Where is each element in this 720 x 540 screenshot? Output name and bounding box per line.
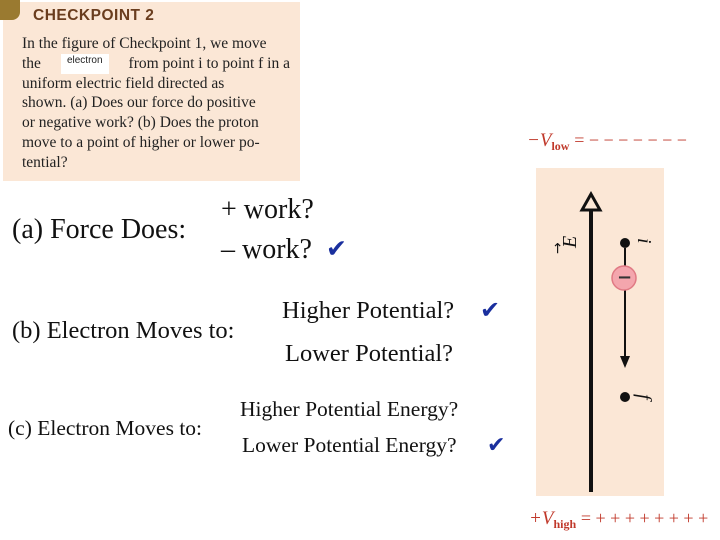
- check-icon: ✔: [487, 433, 506, 458]
- checkpoint-text: [22, 34, 290, 173]
- field-label-group: [550, 236, 581, 254]
- charge-sign: −: [617, 267, 633, 288]
- option-negative-work: – work?: [221, 234, 312, 265]
- field-arrowhead-icon: [582, 194, 600, 210]
- checkpoint-line-1: In the figure of Checkpoint 1, we move: [22, 35, 267, 52]
- checkpoint-line-6: move to a point of higher or lower po-: [22, 133, 260, 151]
- checkpoint-line-2: [22, 54, 290, 74]
- positive-plate-signs: = + + + + + + + +: [580, 508, 709, 528]
- check-icon: ✔: [326, 234, 347, 263]
- option-higher-potential-energy: Higher Potential Energy?: [240, 397, 459, 421]
- v-high-symbol: +V: [529, 508, 554, 529]
- v-low-label: [527, 130, 687, 154]
- point-f-dot: [620, 392, 630, 402]
- option-positive-work: + work?: [221, 194, 314, 225]
- v-high-subscript: high: [553, 517, 577, 531]
- field-label-e: E: [559, 235, 581, 248]
- option-lower-potential: Lower Potential?: [285, 340, 454, 367]
- point-i-label: i: [633, 238, 655, 244]
- question-a-label: (a) Force Does:: [12, 214, 187, 245]
- electric-field-diagram: [536, 168, 664, 496]
- checkpoint-line-2-start: the: [22, 54, 41, 72]
- option-lower-potential-energy: Lower Potential Energy?: [242, 433, 457, 457]
- question-c-label: (c) Electron Moves to:: [8, 416, 203, 440]
- point-i-dot: [620, 238, 630, 248]
- checkpoint-line-3: uniform electric field directed as: [22, 74, 225, 92]
- v-low-subscript: low: [551, 139, 570, 153]
- checkpoint-title: CHECKPOINT 2: [33, 7, 155, 24]
- option-higher-potential: Higher Potential?: [282, 297, 455, 324]
- check-icon: ✔: [480, 296, 501, 324]
- checkpoint-line-7: tential?: [22, 153, 68, 171]
- checkpoint-line-2-end: from point i to point f in a: [128, 54, 290, 72]
- path-arrow-icon: [620, 356, 630, 368]
- corner-tab-decoration: [0, 0, 20, 20]
- checkpoint-line-5: or negative work? (b) Does the proton: [22, 114, 259, 132]
- vector-arrow-icon: →: [550, 242, 566, 254]
- point-f-label: f: [633, 394, 655, 400]
- electron-label: electron: [61, 54, 109, 74]
- v-low-symbol: −V: [527, 130, 552, 151]
- checkpoint-line-4: shown. (a) Does our force do positive: [22, 94, 256, 112]
- question-b-label: (b) Electron Moves to:: [12, 317, 235, 344]
- v-high-label: [529, 508, 708, 532]
- negative-plate-signs: = − − − − − − −: [574, 130, 687, 150]
